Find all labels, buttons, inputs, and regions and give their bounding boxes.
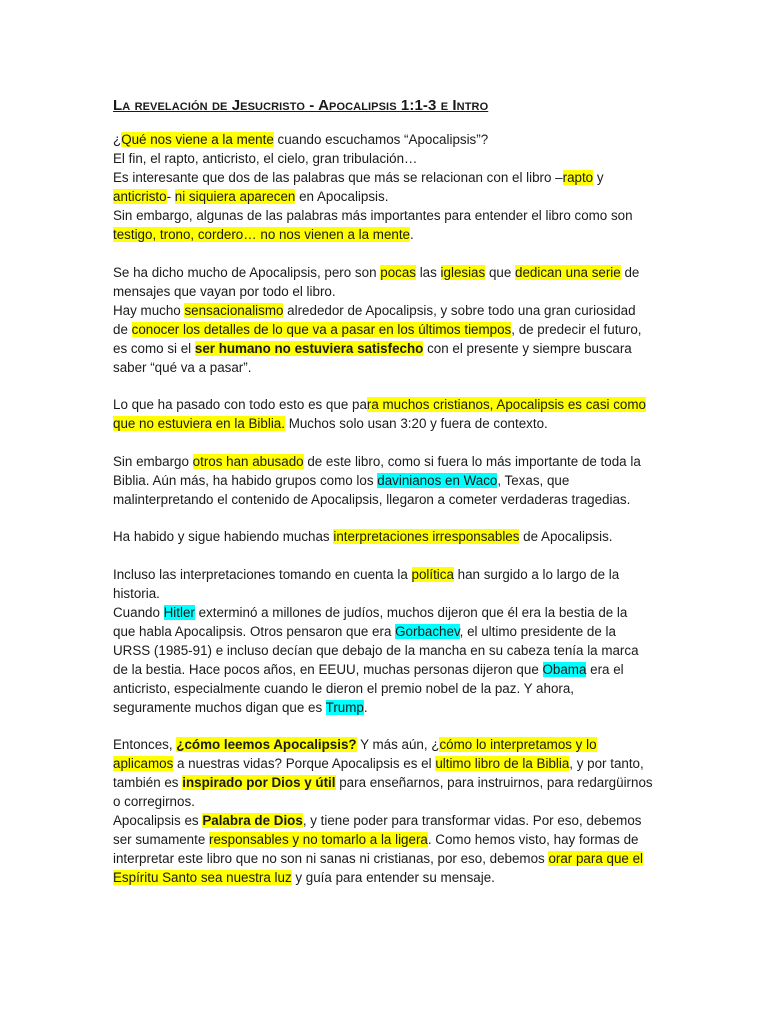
highlighted-text: dedican una serie bbox=[515, 264, 621, 280]
text-run: de este libro, como si fuera lo más importante de toda la Biblia. Aún más, ha habido grupos como los bbox=[113, 453, 641, 488]
highlighted-name: Gorbachev bbox=[395, 623, 460, 639]
highlighted-text: iglesias bbox=[440, 264, 486, 280]
text-run: , y por tanto, también es bbox=[113, 756, 644, 790]
text-run: . bbox=[363, 699, 368, 715]
text-run: Cuando bbox=[113, 604, 164, 620]
text-run: era el anticristo, especialmente cuando le dieron el premio nobel de la paz. Y ahora, seguramente muchos digan que es bbox=[113, 661, 624, 715]
page-title: La revelación de Jesucristo - Apocalipsis 1:1-3 e Intro bbox=[113, 97, 489, 114]
paragraph bbox=[113, 263, 653, 377]
text-run: y guía para entender su mensaje. bbox=[291, 870, 495, 885]
text-run: Apocalipsis es bbox=[113, 813, 203, 828]
highlighted-text: ser humano no estuviera satisfecho bbox=[194, 340, 424, 356]
highlighted-text: política bbox=[411, 566, 454, 582]
text-run: a nuestras vidas? Porque Apocalipsis es el bbox=[173, 756, 436, 771]
highlighted-text: Palabra de Dios bbox=[202, 813, 303, 828]
text-run: ¿ bbox=[113, 132, 122, 147]
highlighted-text: ra muchos cristianos, Apocalipsis es casi como que no estuviera en la Biblia. bbox=[113, 397, 646, 431]
text-run: Y más aún, ¿ bbox=[356, 737, 440, 752]
text-run: las bbox=[415, 264, 441, 280]
text-run: Incluso las interpretaciones tomando en cuenta la bbox=[113, 566, 412, 582]
highlighted-name: Hitler bbox=[163, 604, 195, 620]
text-run: Sin embargo bbox=[113, 453, 193, 469]
text-run: Sin embargo, algunas de las palabras más importantes para entender el libro como son bbox=[113, 208, 633, 223]
paragraph bbox=[113, 565, 653, 717]
text-run: - bbox=[166, 189, 175, 204]
highlighted-text: otros han abusado bbox=[192, 453, 304, 469]
text-run: que bbox=[485, 264, 516, 280]
highlighted-text: interpretaciones irresponsables bbox=[333, 529, 520, 544]
text-run: cuando escuchamos “Apocalipsis”? bbox=[273, 132, 489, 147]
highlighted-text: orar para que el Espíritu Santo sea nuestra luz bbox=[113, 851, 643, 885]
text-run: exterminó a millones de judíos, muchos dijeron que él era la bestia de la que habla Apocalipsis. Otros pensaron que era bbox=[113, 604, 628, 639]
paragraph bbox=[113, 452, 653, 509]
paragraph bbox=[113, 527, 653, 546]
highlighted-text: sensacionalismo bbox=[184, 302, 284, 318]
text-run: , Texas, que malinterpretando el contenido de Apocalipsis, llegaron a cometer verdaderas tragedias. bbox=[113, 472, 631, 507]
text-run: Ha habido y sigue habiendo muchas bbox=[113, 529, 334, 544]
text-run: con el presente y siempre buscara saber “qué va a pasar”. bbox=[113, 340, 632, 375]
text-run: Hay mucho bbox=[113, 302, 185, 318]
highlighted-text: inspirado por Dios y útil bbox=[182, 775, 336, 790]
text-run: Muchos solo usan 3:20 y fuera de contexto. bbox=[284, 416, 548, 431]
paragraph bbox=[113, 735, 653, 887]
text-run: y bbox=[593, 170, 604, 185]
highlighted-text: ¿cómo leemos Apocalipsis? bbox=[176, 737, 357, 752]
highlighted-text: ni siquiera aparecen bbox=[174, 189, 296, 204]
highlighted-name: davinianos en Waco bbox=[377, 472, 498, 488]
text-run: , el ultimo presidente de la URSS (1985-91) e incluso decían que debajo de la mancha en su cabeza tenía la marca de la bestia. Hace pocos años, en EEUU, muchas personas dijeron que bbox=[113, 623, 639, 677]
highlighted-text: conocer los detalles de lo que va a pasar en los últimos tiempos bbox=[131, 321, 512, 337]
highlighted-text: Qué nos viene a la mente bbox=[121, 132, 274, 147]
text-run: El fin, el rapto, anticristo, el cielo, gran tribulación… bbox=[113, 151, 418, 166]
text-run: Lo que ha pasado con todo esto es que pa bbox=[113, 397, 367, 412]
highlighted-text: testigo, trono, cordero… no nos vienen a la mente bbox=[113, 227, 411, 242]
paragraph bbox=[113, 395, 653, 433]
text-run: de mensajes que vayan por todo el libro. bbox=[113, 264, 640, 299]
text-run: , de predecir el futuro, es como si el bbox=[113, 321, 642, 356]
highlighted-name: Trump bbox=[325, 699, 364, 715]
text-run: alrededor de Apocalipsis, y sobre todo una gran curiosidad de bbox=[113, 302, 636, 337]
text-run: Se ha dicho mucho de Apocalipsis, pero son bbox=[113, 264, 381, 280]
highlighted-text: pocas bbox=[380, 264, 416, 280]
text-run: . bbox=[410, 227, 414, 242]
highlighted-text: cómo lo interpretamos y lo aplicamos bbox=[113, 737, 597, 771]
text-run: de Apocalipsis. bbox=[519, 529, 613, 544]
text-run: en Apocalipsis. bbox=[295, 189, 389, 204]
text-run: Es interesante que dos de las palabras que más se relacionan con el libro – bbox=[113, 170, 563, 185]
highlighted-text: rapto bbox=[562, 170, 594, 185]
highlighted-text: anticristo bbox=[113, 189, 167, 204]
document-body bbox=[113, 130, 653, 906]
highlighted-name: Obama bbox=[542, 661, 587, 677]
highlighted-text: ultimo libro de la Biblia bbox=[435, 756, 570, 771]
highlighted-text: responsables y no tomarlo a la ligera bbox=[209, 832, 428, 847]
text-run: . Como hemos visto, hay formas de interpretar este libro que no son ni sanas ni cristianas, por eso, debemos bbox=[113, 832, 639, 866]
text-run: han surgido a lo largo de la historia. bbox=[113, 566, 620, 601]
text-run: , y tiene poder para transformar vidas. Por eso, debemos ser sumamente bbox=[113, 813, 642, 847]
paragraph bbox=[113, 130, 653, 244]
text-run: para enseñarnos, para instruirnos, para redargüirnos o corregirnos. bbox=[113, 775, 653, 809]
text-run: Entonces, bbox=[113, 737, 177, 752]
